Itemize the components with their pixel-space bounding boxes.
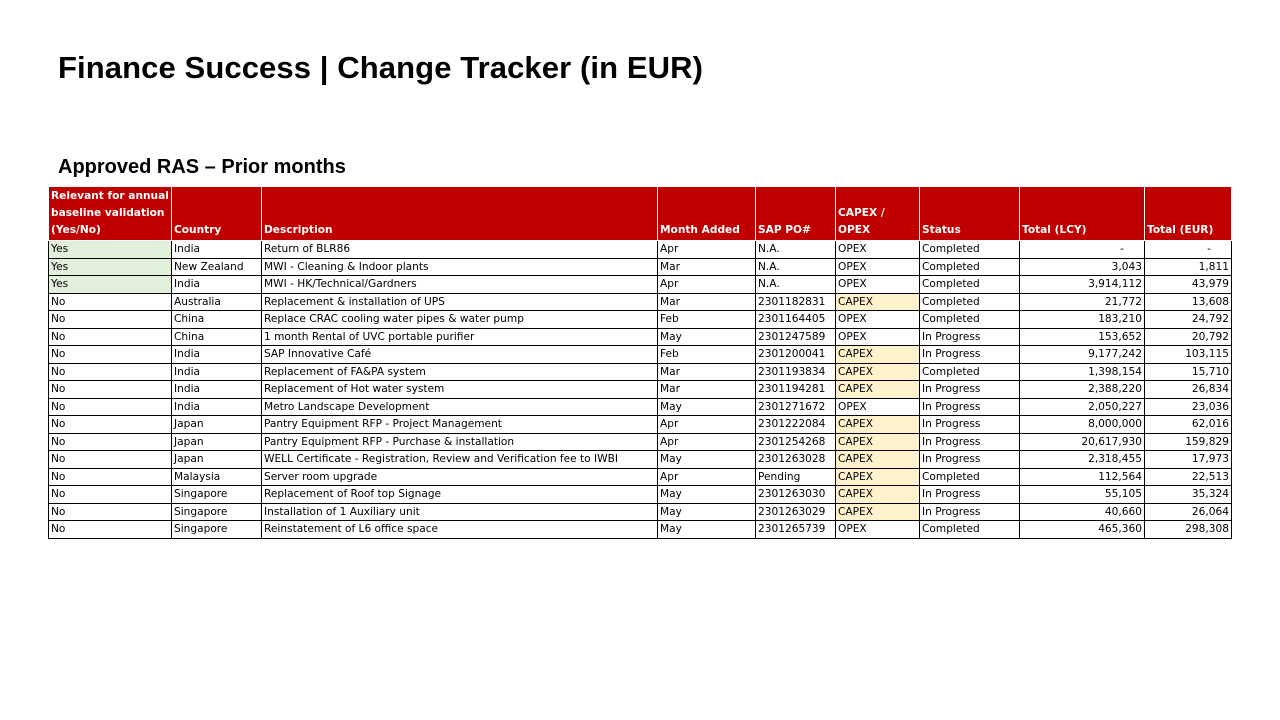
relevant-cell: No [49, 468, 172, 486]
relevant-cell: Yes [49, 241, 172, 259]
header-total-eur: Total (EUR) [1145, 187, 1232, 241]
status-cell: Completed [920, 258, 1020, 276]
description-cell: Replace CRAC cooling water pipes & water pump [262, 311, 658, 329]
status-cell: In Progress [920, 398, 1020, 416]
capex-opex-cell: CAPEX [836, 486, 920, 504]
month-cell: May [658, 521, 756, 539]
total-lcy-cell: 2,318,455 [1020, 451, 1145, 469]
table-row [49, 293, 1232, 311]
table-row [49, 486, 1232, 504]
country-cell: India [172, 381, 262, 399]
description-cell: Replacement of FA&PA system [262, 363, 658, 381]
country-cell: India [172, 363, 262, 381]
sap-po-cell: 2301263029 [756, 503, 836, 521]
month-cell: Apr [658, 433, 756, 451]
country-cell: India [172, 276, 262, 294]
month-cell: Mar [658, 258, 756, 276]
total-eur-cell: 13,608 [1145, 293, 1232, 311]
table-row [49, 276, 1232, 294]
relevant-cell: Yes [49, 258, 172, 276]
sap-po-cell: 2301222084 [756, 416, 836, 434]
country-cell: Japan [172, 433, 262, 451]
relevant-cell: No [49, 503, 172, 521]
total-eur-cell: 24,792 [1145, 311, 1232, 329]
status-cell: Completed [920, 521, 1020, 539]
capex-opex-cell: CAPEX [836, 433, 920, 451]
capex-opex-cell: OPEX [836, 241, 920, 259]
table-row [49, 503, 1232, 521]
month-cell: May [658, 486, 756, 504]
capex-opex-cell: OPEX [836, 398, 920, 416]
country-cell: Japan [172, 416, 262, 434]
sap-po-cell: 2301263030 [756, 486, 836, 504]
total-lcy-cell: 40,660 [1020, 503, 1145, 521]
relevant-cell: No [49, 328, 172, 346]
relevant-cell: Yes [49, 276, 172, 294]
month-cell: Mar [658, 381, 756, 399]
total-lcy-cell: 20,617,930 [1020, 433, 1145, 451]
header-sap-po: SAP PO# [756, 187, 836, 241]
total-lcy-cell: 21,772 [1020, 293, 1145, 311]
capex-opex-cell: CAPEX [836, 468, 920, 486]
capex-opex-cell: CAPEX [836, 346, 920, 364]
status-cell: In Progress [920, 346, 1020, 364]
month-cell: Apr [658, 276, 756, 294]
sap-po-cell: 2301164405 [756, 311, 836, 329]
header-month-added: Month Added [658, 187, 756, 241]
relevant-cell: No [49, 451, 172, 469]
capex-opex-cell: OPEX [836, 258, 920, 276]
country-cell: China [172, 328, 262, 346]
total-eur-cell: 159,829 [1145, 433, 1232, 451]
sap-po-cell: 2301254268 [756, 433, 836, 451]
sap-po-cell: N.A. [756, 241, 836, 259]
status-cell: Completed [920, 468, 1020, 486]
month-cell: Mar [658, 363, 756, 381]
sap-po-cell: N.A. [756, 258, 836, 276]
capex-opex-cell: CAPEX [836, 363, 920, 381]
relevant-cell: No [49, 398, 172, 416]
total-lcy-cell: 465,360 [1020, 521, 1145, 539]
total-eur-cell: 22,513 [1145, 468, 1232, 486]
description-cell: Server room upgrade [262, 468, 658, 486]
relevant-cell: No [49, 293, 172, 311]
status-cell: In Progress [920, 486, 1020, 504]
page-title: Finance Success | Change Tracker (in EUR) [58, 50, 704, 85]
total-eur-cell: 1,811 [1145, 258, 1232, 276]
month-cell: May [658, 328, 756, 346]
sap-po-cell: Pending [756, 468, 836, 486]
status-cell: In Progress [920, 416, 1020, 434]
header-description: Description [262, 187, 658, 241]
total-eur-cell: - [1145, 241, 1232, 259]
relevant-cell: No [49, 486, 172, 504]
description-cell: Reinstatement of L6 office space [262, 521, 658, 539]
description-cell: Installation of 1 Auxiliary unit [262, 503, 658, 521]
description-cell: Pantry Equipment RFP - Purchase & installation [262, 433, 658, 451]
table-row [49, 258, 1232, 276]
description-cell: 1 month Rental of UVC portable purifier [262, 328, 658, 346]
table-row [49, 346, 1232, 364]
total-eur-cell: 298,308 [1145, 521, 1232, 539]
header-relevant: Relevant for annual baseline validation (Yes/No) [49, 187, 172, 241]
total-lcy-cell: 3,043 [1020, 258, 1145, 276]
country-cell: India [172, 398, 262, 416]
total-eur-cell: 23,036 [1145, 398, 1232, 416]
description-cell: Replacement & installation of UPS [262, 293, 658, 311]
total-lcy-cell: 9,177,242 [1020, 346, 1145, 364]
total-lcy-cell: 112,564 [1020, 468, 1145, 486]
total-eur-cell: 35,324 [1145, 486, 1232, 504]
capex-opex-cell: OPEX [836, 521, 920, 539]
table-row [49, 451, 1232, 469]
capex-opex-cell: CAPEX [836, 451, 920, 469]
total-eur-cell: 26,834 [1145, 381, 1232, 399]
status-cell: In Progress [920, 451, 1020, 469]
capex-opex-cell: CAPEX [836, 416, 920, 434]
table-header-row [49, 187, 1232, 241]
relevant-cell: No [49, 311, 172, 329]
sap-po-cell: N.A. [756, 276, 836, 294]
header-country: Country [172, 187, 262, 241]
country-cell: China [172, 311, 262, 329]
total-lcy-cell: 8,000,000 [1020, 416, 1145, 434]
description-cell: SAP Innovative Café [262, 346, 658, 364]
sap-po-cell: 2301263028 [756, 451, 836, 469]
month-cell: Feb [658, 346, 756, 364]
table-row [49, 311, 1232, 329]
table-row [49, 328, 1232, 346]
header-total-lcy: Total (LCY) [1020, 187, 1145, 241]
sap-po-cell: 2301182831 [756, 293, 836, 311]
month-cell: Apr [658, 416, 756, 434]
description-cell: Metro Landscape Development [262, 398, 658, 416]
country-cell: Singapore [172, 521, 262, 539]
table-row [49, 381, 1232, 399]
total-eur-cell: 20,792 [1145, 328, 1232, 346]
section-subtitle: Approved RAS – Prior months [58, 156, 346, 178]
capex-opex-cell: OPEX [836, 276, 920, 294]
capex-opex-cell: OPEX [836, 311, 920, 329]
country-cell: New Zealand [172, 258, 262, 276]
description-cell: MWI - Cleaning & Indoor plants [262, 258, 658, 276]
total-eur-cell: 62,016 [1145, 416, 1232, 434]
table-row [49, 363, 1232, 381]
status-cell: Completed [920, 311, 1020, 329]
capex-opex-cell: CAPEX [836, 293, 920, 311]
country-cell: Japan [172, 451, 262, 469]
status-cell: In Progress [920, 381, 1020, 399]
country-cell: Singapore [172, 503, 262, 521]
month-cell: Mar [658, 293, 756, 311]
relevant-cell: No [49, 433, 172, 451]
total-eur-cell: 43,979 [1145, 276, 1232, 294]
status-cell: Completed [920, 293, 1020, 311]
country-cell: India [172, 241, 262, 259]
table-body [49, 241, 1232, 539]
total-lcy-cell: 153,652 [1020, 328, 1145, 346]
status-cell: In Progress [920, 328, 1020, 346]
total-lcy-cell: 2,388,220 [1020, 381, 1145, 399]
status-cell: Completed [920, 241, 1020, 259]
total-lcy-cell: 1,398,154 [1020, 363, 1145, 381]
capex-opex-cell: CAPEX [836, 503, 920, 521]
month-cell: May [658, 503, 756, 521]
total-eur-cell: 17,973 [1145, 451, 1232, 469]
sap-po-cell: 2301193834 [756, 363, 836, 381]
sap-po-cell: 2301265739 [756, 521, 836, 539]
table-row [49, 241, 1232, 259]
month-cell: May [658, 398, 756, 416]
country-cell: India [172, 346, 262, 364]
total-eur-cell: 103,115 [1145, 346, 1232, 364]
capex-opex-cell: OPEX [836, 328, 920, 346]
table-row [49, 521, 1232, 539]
month-cell: Apr [658, 241, 756, 259]
total-lcy-cell: 3,914,112 [1020, 276, 1145, 294]
description-cell: Replacement of Hot water system [262, 381, 658, 399]
description-cell: MWI - HK/Technical/Gardners [262, 276, 658, 294]
status-cell: Completed [920, 363, 1020, 381]
relevant-cell: No [49, 381, 172, 399]
relevant-cell: No [49, 416, 172, 434]
total-lcy-cell: - [1020, 241, 1145, 259]
table-row [49, 398, 1232, 416]
sap-po-cell: 2301200041 [756, 346, 836, 364]
country-cell: Malaysia [172, 468, 262, 486]
total-lcy-cell: 55,105 [1020, 486, 1145, 504]
month-cell: May [658, 451, 756, 469]
description-cell: WELL Certificate - Registration, Review and Verification fee to IWBI [262, 451, 658, 469]
total-lcy-cell: 183,210 [1020, 311, 1145, 329]
description-cell: Pantry Equipment RFP - Project Management [262, 416, 658, 434]
table-row [49, 433, 1232, 451]
country-cell: Singapore [172, 486, 262, 504]
total-eur-cell: 26,064 [1145, 503, 1232, 521]
relevant-cell: No [49, 521, 172, 539]
header-capex-opex: CAPEX / OPEX [836, 187, 920, 241]
change-tracker-table [48, 186, 1232, 539]
status-cell: In Progress [920, 503, 1020, 521]
description-cell: Replacement of Roof top Signage [262, 486, 658, 504]
status-cell: Completed [920, 276, 1020, 294]
status-cell: In Progress [920, 433, 1020, 451]
relevant-cell: No [49, 346, 172, 364]
relevant-cell: No [49, 363, 172, 381]
sap-po-cell: 2301194281 [756, 381, 836, 399]
country-cell: Australia [172, 293, 262, 311]
table-row [49, 416, 1232, 434]
capex-opex-cell: CAPEX [836, 381, 920, 399]
header-status: Status [920, 187, 1020, 241]
month-cell: Feb [658, 311, 756, 329]
total-eur-cell: 15,710 [1145, 363, 1232, 381]
sap-po-cell: 2301271672 [756, 398, 836, 416]
table-row [49, 468, 1232, 486]
description-cell: Return of BLR86 [262, 241, 658, 259]
month-cell: Apr [658, 468, 756, 486]
total-lcy-cell: 2,050,227 [1020, 398, 1145, 416]
sap-po-cell: 2301247589 [756, 328, 836, 346]
